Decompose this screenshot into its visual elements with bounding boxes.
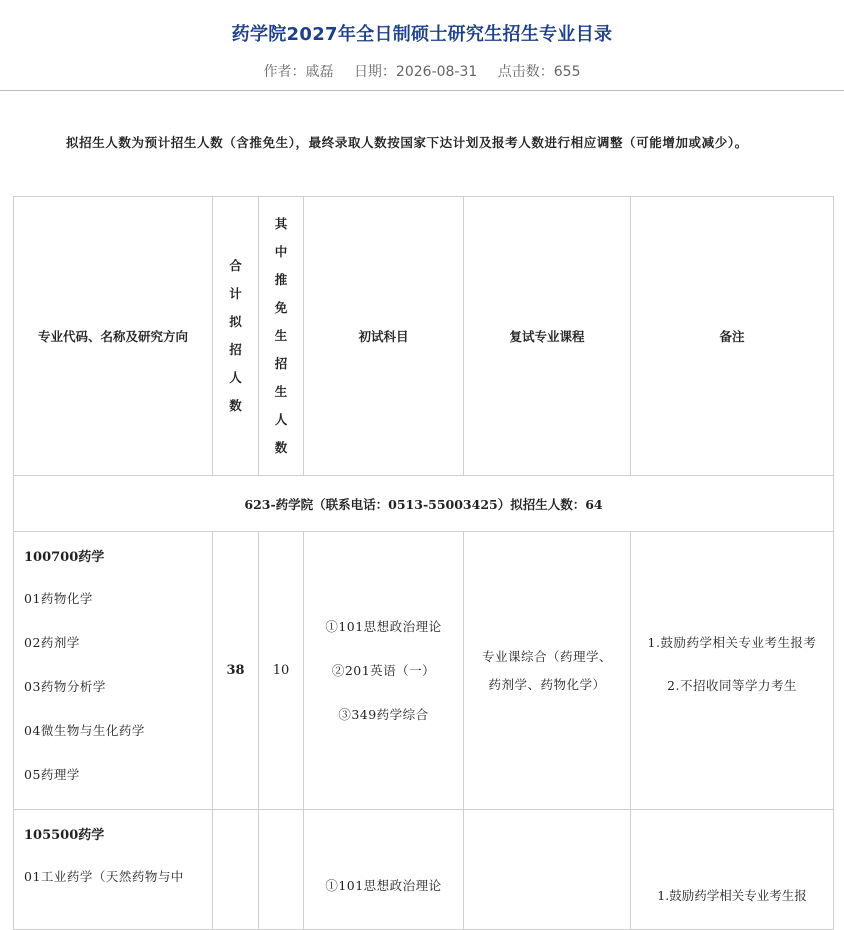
retest-courses [464,810,631,930]
header-exempt: 其 中 推 免 生 招 生 人 数 [259,197,304,476]
retest-courses: 专业课综合（药理学、药剂学、药物化学） [464,532,631,810]
header-remark: 备注 [631,197,834,476]
program-cell [14,810,213,930]
program-row [14,532,834,810]
header-total: 合 计 拟 招 人 数 [213,197,259,476]
page-title: 药学院2027年全日制硕士研究生招生专业目录 [231,24,613,45]
total-count [213,810,259,930]
exempt-count [259,810,304,930]
article-meta [0,61,844,81]
program-cell [14,532,213,810]
header-retest: 复试专业课程 [464,197,631,476]
remark-item: 1.鼓励药学相关专业考生报考 [647,634,817,650]
header-exam: 初试科目 [304,197,464,476]
title-divider [0,90,844,91]
remarks [631,532,834,810]
remark-item: 1.鼓励药学相关专业考生报 [657,888,807,903]
exempt-count: 10 [259,532,304,810]
header-program: 专业代码、名称及研究方向 [14,197,213,476]
header-row [14,197,834,476]
remark-item: 2.不招收同等学力考生 [667,677,797,693]
program-code: 100700药学 [24,550,105,565]
enrollment-note: 拟招生人数为预计招生人数（含推免生），最终录取人数按国家下达计划及报考人数进行相应调整（可能增加或减少）。 [66,135,748,150]
exam-subject: ①101思想政治理论 [325,878,442,893]
exam-subjects [304,532,464,810]
department-info: 623-药学院（联系电话：0513-55003425）拟招生人数：64 [14,476,834,532]
catalog-table [13,196,834,930]
author: 作者：戚磊 [263,64,334,80]
exam-subjects [304,810,464,930]
exam-subject: ②201英语（一） [331,662,436,678]
program-code: 105500药学 [24,828,105,843]
department-row [14,476,834,532]
program-row [14,810,834,930]
direction-item: 01药物化学 [24,591,93,606]
remarks [631,810,834,930]
publish-date: 日期：2026-08-31 [353,64,478,80]
direction-item: 02药剂学 [24,635,80,650]
direction-item: 05药理学 [24,767,80,782]
direction-item: 04微生物与生化药学 [24,723,145,738]
total-count: 38 [213,532,259,810]
direction-item: 01工业药学（天然药物与中 [24,869,184,884]
click-count: 点击数：655 [497,64,581,80]
direction-item: 03药物分析学 [24,679,106,694]
exam-subject: ①101思想政治理论 [325,618,442,634]
exam-subject: ③349药学综合 [338,706,429,722]
